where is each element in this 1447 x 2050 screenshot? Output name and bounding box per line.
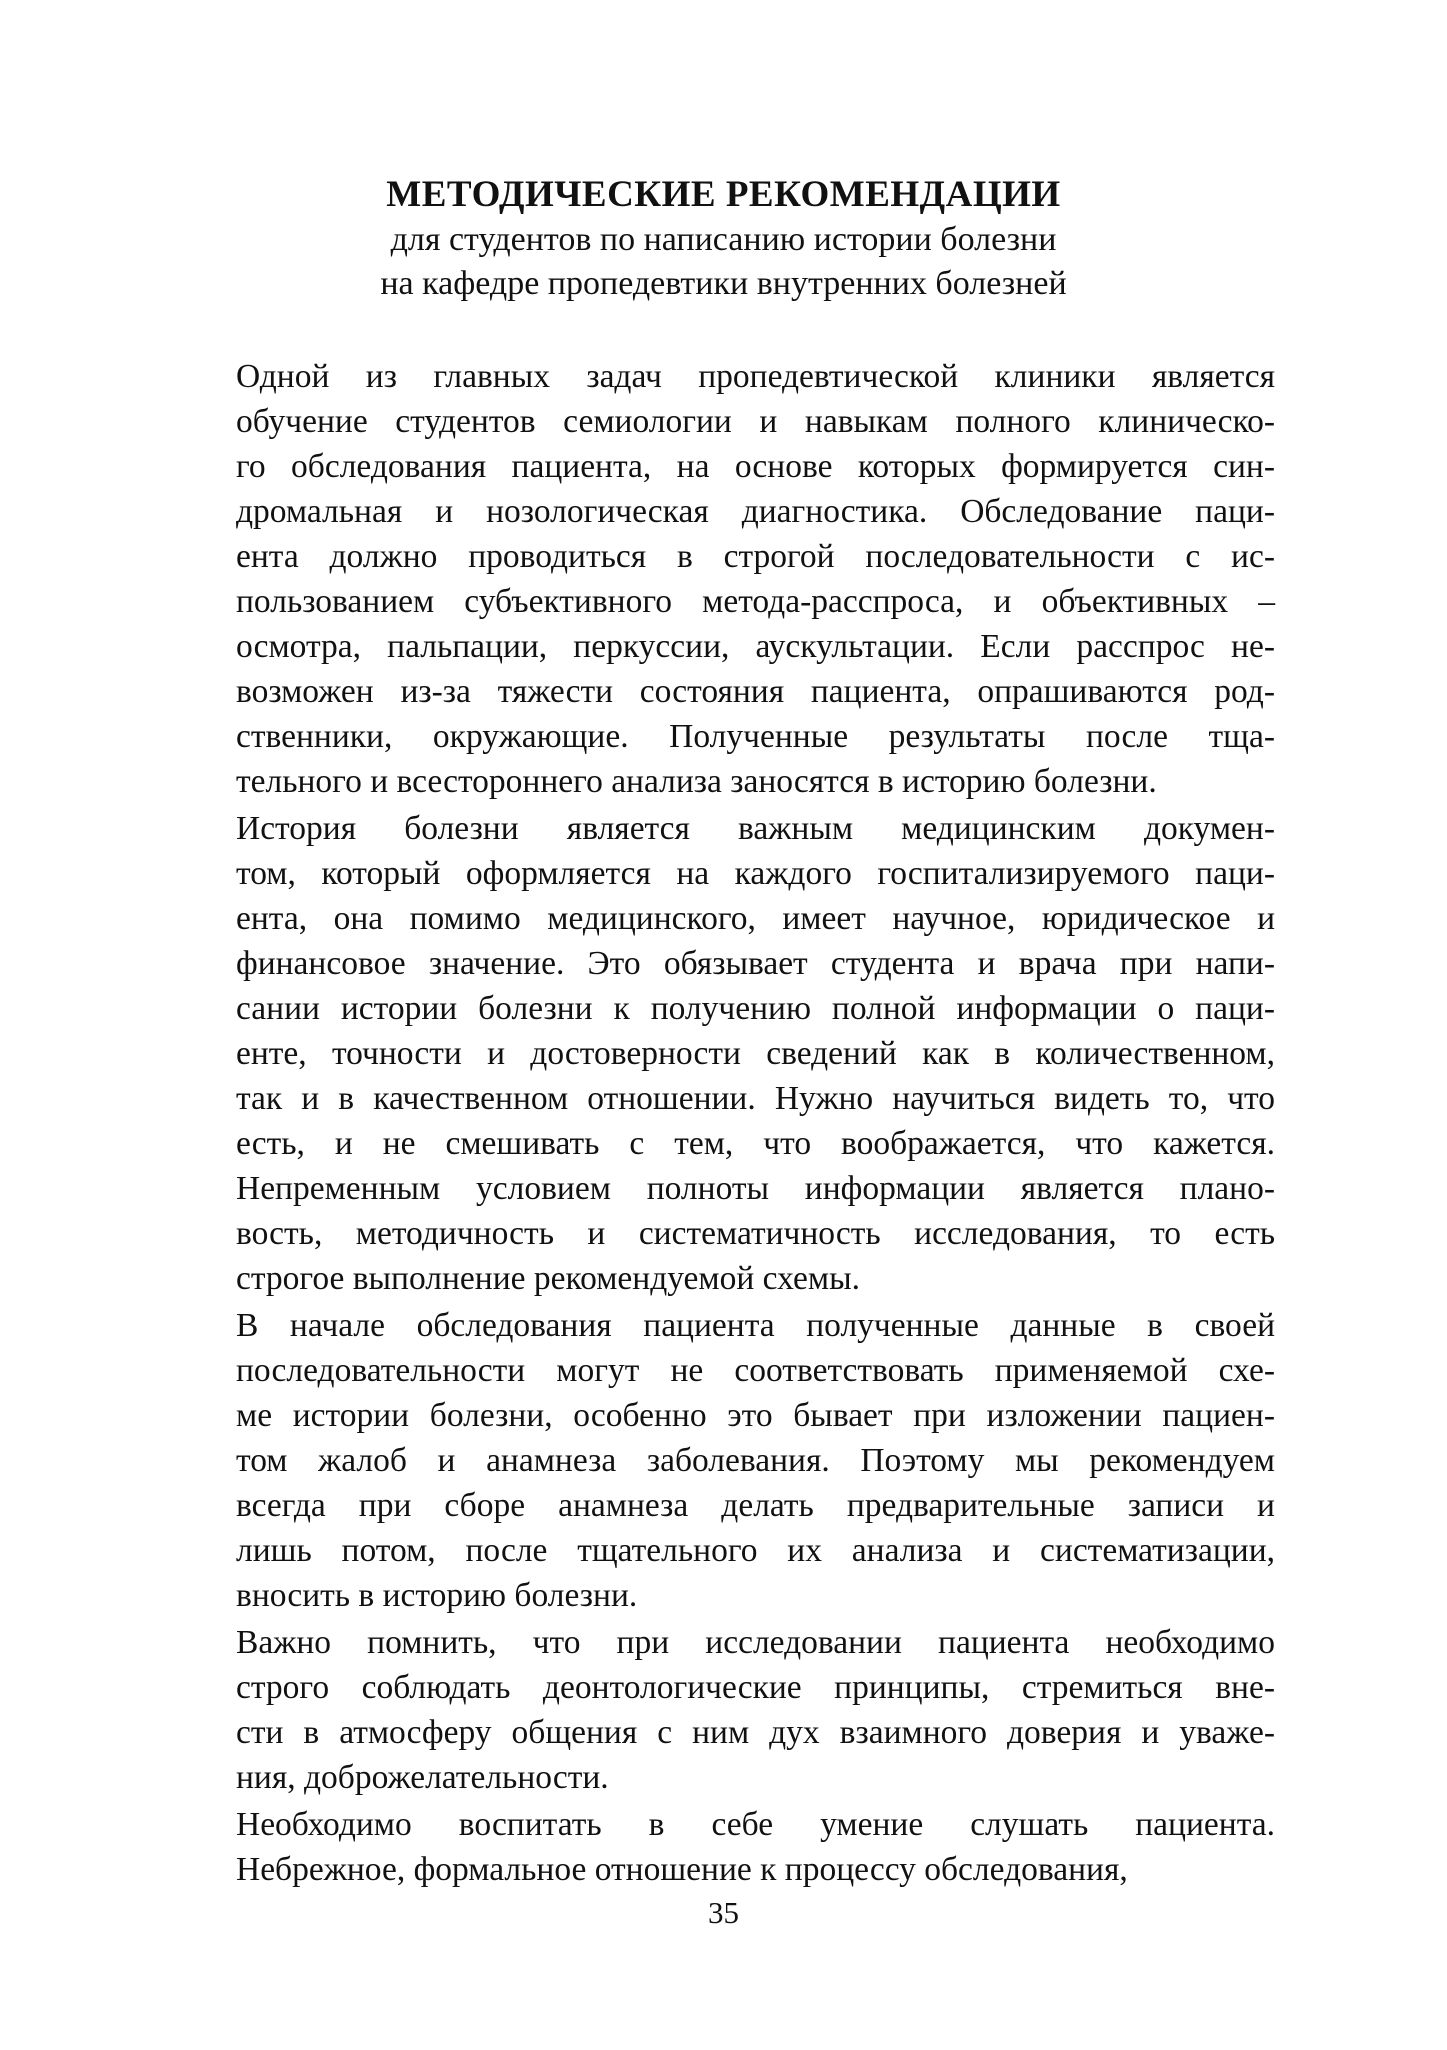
text-line: Небрежное, формальное отношение к процессу обследования, <box>236 1851 1128 1888</box>
text-line: ме истории болезни, особенно это бывает при изложении пациен- <box>236 1397 1275 1434</box>
paragraph <box>170 354 1275 804</box>
text-line: ния, доброжелательности. <box>236 1759 609 1796</box>
text-line: Одной из главных задач пропедевтической клиники является <box>236 358 1275 395</box>
text-line: История болезни является важным медицинским докумен- <box>236 810 1275 847</box>
paragraph <box>170 1303 1275 1618</box>
text-line: сти в атмосферу общения с ним дух взаимного доверия и уваже- <box>236 1714 1275 1751</box>
text-line: В начале обследования пациента полученные данные в своей <box>236 1307 1275 1344</box>
text-line: финансовое значение. Это обязывает студента и врача при напи- <box>236 945 1275 982</box>
text-line: возможен из-за тяжести состояния пациента, опрашиваются род- <box>236 673 1275 710</box>
text-line: строгое выполнение рекомендуемой схемы. <box>236 1260 860 1297</box>
text-line: том, который оформляется на каждого госпитализируемого паци- <box>236 855 1275 892</box>
text-line: последовательности могут не соответствовать применяемой схе- <box>236 1352 1275 1389</box>
text-line: Необходимо воспитать в себе умение слушать пациента. <box>236 1806 1275 1843</box>
paragraph <box>170 1620 1275 1800</box>
text-line: осмотра, пальпации, перкуссии, аускультации. Если расспрос не- <box>236 628 1275 665</box>
document-subtitle-line-2: на кафедре пропедевтики внутренних болезней <box>380 265 1067 302</box>
text-line: всегда при сборе анамнеза делать предварительные записи и <box>236 1487 1275 1524</box>
text-line: го обследования пациента, на основе которых формируется син- <box>236 448 1275 485</box>
text-line: Непременным условием полноты информации является плано- <box>236 1170 1275 1207</box>
paragraph <box>170 806 1275 1301</box>
page-number: 35 <box>708 1895 739 1930</box>
body-text <box>170 354 1275 1894</box>
text-line: том жалоб и анамнеза заболевания. Поэтому мы рекомендуем <box>236 1442 1275 1479</box>
heading-block <box>170 172 1277 306</box>
document-subtitle-line-1: для студентов по написанию истории болезни <box>390 221 1057 258</box>
text-line: вносить в историю болезни. <box>236 1577 638 1614</box>
text-line: обучение студентов семиологии и навыкам полного клиническо- <box>236 403 1275 440</box>
text-line: пользованием субъективного метода-расспроса, и объективных – <box>236 583 1275 620</box>
text-line: ента, она помимо медицинского, имеет научное, юридическое и <box>236 900 1275 937</box>
text-line: так и в качественном отношении. Нужно научиться видеть то, что <box>236 1080 1275 1117</box>
text-line: сании истории болезни к получению полной информации о паци- <box>236 990 1275 1027</box>
document-title: МЕТОДИЧЕСКИЕ РЕКОМЕНДАЦИИ <box>386 174 1061 215</box>
text-line: есть, и не смешивать с тем, что воображается, что кажется. <box>236 1125 1275 1162</box>
text-line: вость, методичность и систематичность исследования, то есть <box>236 1215 1275 1252</box>
text-line: ента должно проводиться в строгой последовательности с ис- <box>236 538 1275 575</box>
text-line: ственники, окружающие. Полученные результаты после тща- <box>236 718 1275 755</box>
text-line: лишь потом, после тщательного их анализа и систематизации, <box>236 1532 1275 1569</box>
text-line: енте, точности и достоверности сведений как в количественном, <box>236 1035 1275 1072</box>
paragraph <box>170 1802 1275 1892</box>
text-line: строго соблюдать деонтологические принципы, стремиться вне- <box>236 1669 1275 1706</box>
text-line: дромальная и нозологическая диагностика. Обследование паци- <box>236 493 1275 530</box>
text-line: Важно помнить, что при исследовании пациента необходимо <box>236 1624 1275 1661</box>
text-line: тельного и всестороннего анализа заносятся в историю болезни. <box>236 763 1157 800</box>
